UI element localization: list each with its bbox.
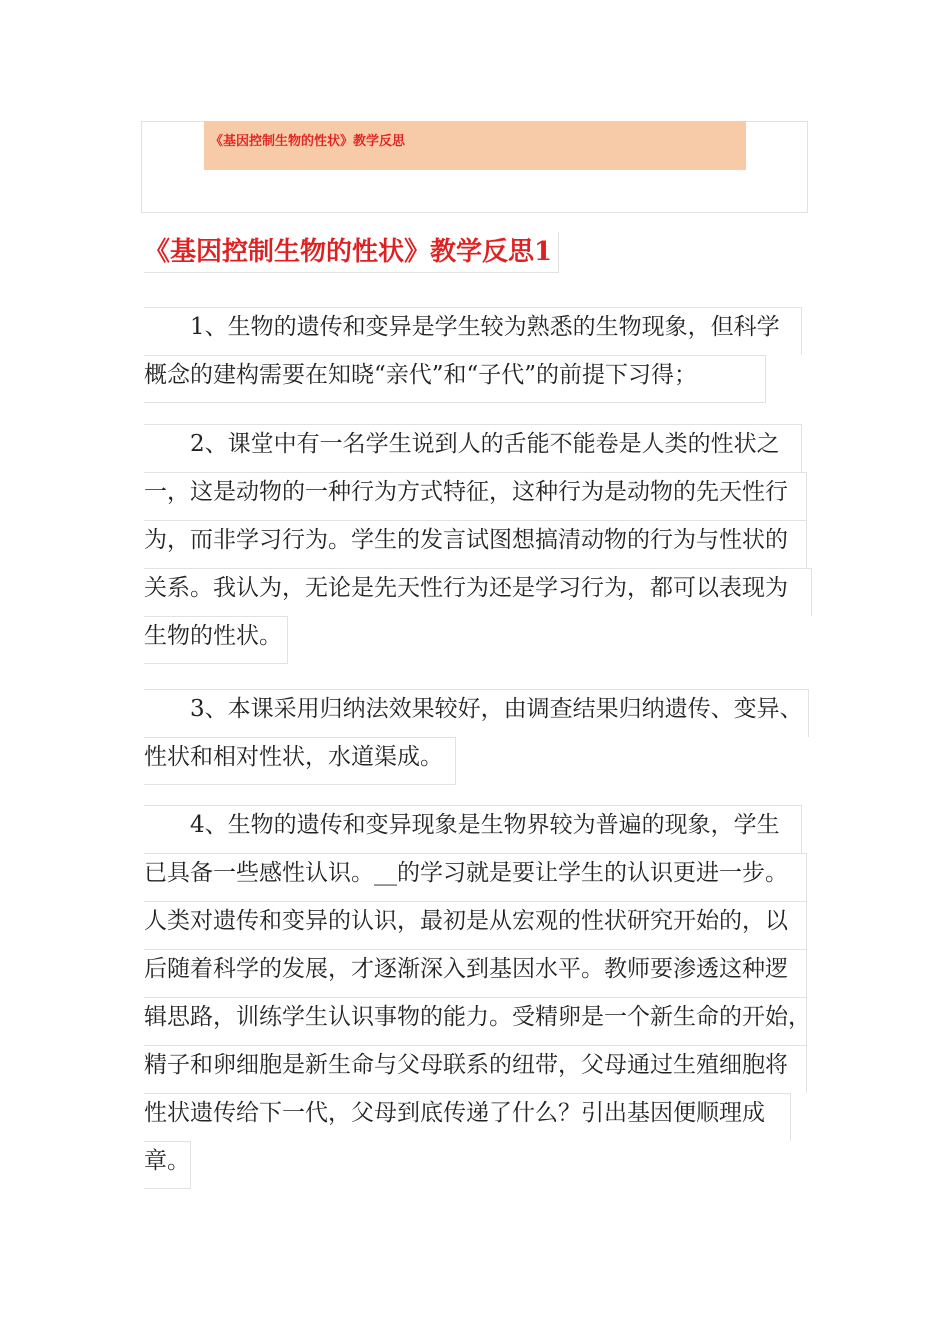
- document-title: 《基因控制生物的性状》教学反思1: [144, 232, 559, 273]
- paragraph-4-line-3: 人类对遗传和变异的认识，最初是从宏观的性状研究开始的，以: [144, 901, 807, 949]
- paragraph-4-line-7: 性状遗传给下一代，父母到底传递了什么？引出基因便顺理成: [144, 1093, 791, 1141]
- paragraph-1-line-1: 1、生物的遗传和变异是学生较为熟悉的生物现象，但科学: [144, 307, 802, 355]
- paragraph-3-line-1: 3、本课采用归纳法效果较好，由调查结果归纳遗传、变异、: [144, 689, 809, 737]
- paragraph-2-line-5: 生物的性状。: [144, 616, 288, 664]
- header-title: 《基因控制生物的性状》教学反思: [210, 134, 406, 149]
- paragraph-2-line-2: 一，这是动物的一种行为方式特征，这种行为是动物的先天性行: [144, 472, 807, 520]
- paragraph-4-line-4: 后随着科学的发展，才逐渐深入到基因水平。教师要渗透这种逻: [144, 949, 807, 997]
- paragraph-3-line-2: 性状和相对性状，水道渠成。: [144, 737, 456, 785]
- paragraph-4-line-5: 辑思路，训练学生认识事物的能力。受精卵是一个新生命的开始，: [144, 997, 807, 1045]
- paragraph-1-line-2: 概念的建构需要在知晓“亲代”和“子代”的前提下习得；: [144, 355, 766, 403]
- paragraph-2-line-4: 关系。我认为，无论是先天性行为还是学习行为，都可以表现为: [144, 568, 812, 616]
- paragraph-4-line-8: 章。: [144, 1141, 191, 1189]
- paragraph-4-line-2: 已具备一些感性认识。__的学习就是要让学生的认识更进一步。: [144, 853, 807, 901]
- paragraph-4-line-6: 精子和卵细胞是新生命与父母联系的纽带，父母通过生殖细胞将: [144, 1045, 807, 1093]
- paragraph-4-line-1: 4、生物的遗传和变异现象是生物界较为普遍的现象，学生: [144, 805, 802, 853]
- paragraph-2-line-3: 为，而非学习行为。学生的发言试图想搞清动物的行为与性状的: [144, 520, 807, 568]
- paragraph-2-line-1: 2、课堂中有一名学生说到人的舌能不能卷是人类的性状之: [144, 424, 802, 472]
